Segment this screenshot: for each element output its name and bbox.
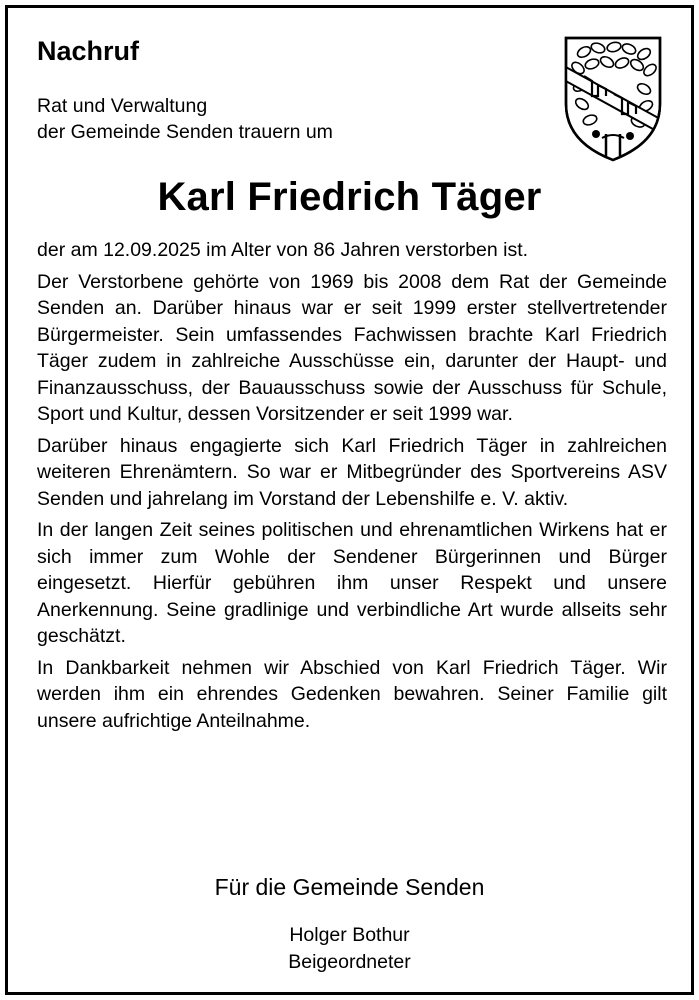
paragraph-death-date: der am 12.09.2025 im Alter von 86 Jahren verstorben ist.: [37, 239, 529, 261]
notice-title: Nachruf: [37, 36, 140, 66]
intro-text: [37, 93, 333, 145]
intro-line-2: der Gemeinde Senden trauern um: [37, 121, 333, 143]
paragraph-volunteering: Darüber hinaus engagierte sich Karl Friedrich Täger in zahlreichen weiteren Ehrenämtern. So war er Mitbegründer des Sportvereins ASV Senden und jahrelang im Vorstand der Lebenshilfe e. V. aktiv.: [37, 434, 667, 510]
notice-body: [37, 237, 667, 739]
signature-person: Holger Bothur: [289, 924, 410, 946]
coat-of-arms-tree-icon: [562, 34, 664, 164]
paragraph-council: Der Verstorbene gehörte von 1969 bis 2008 dem Rat der Gemeinde Senden an. Darüber hinaus war er seit 1999 erster stellvertretender Bürgermeister. Sein umfassendes Fachwissen brachte Karl Friedrich Täger zudem in zahlreiche Ausschüsse ein, darunter der Haupt- und Finanzausschuss, der Bauausschuss sowie der Ausschuss für Schule, Sport und Kultur, dessen Vorsitzender er seit 1999 war.: [37, 270, 667, 425]
paragraph-farewell: In Dankbarkeit nehmen wir Abschied von Karl Friedrich Täger. Wir werden ihm ein ehrendes Gedenken bewahren. Seiner Familie gilt unsere aufrichtige Anteilnahme.: [37, 656, 667, 732]
deceased-name: Karl Friedrich Täger: [157, 175, 542, 219]
paragraph-appreciation: In der langen Zeit seines politischen und ehrenamtlichen Wirkens hat er sich immer zum Wohle der Sendener Bürgerinnen und Bürger eingesetzt. Hierfür gebühren ihm unser Respekt und unsere Anerkennung. Seine gradlinige und verbindliche Art wurde allseits sehr geschätzt.: [37, 519, 667, 647]
obituary-notice: [5, 5, 694, 995]
signature-role: Beigeordneter: [288, 951, 411, 973]
signature-block: [8, 922, 691, 976]
intro-line-1: Rat und Verwaltung: [37, 95, 208, 117]
signature-organization: Für die Gemeinde Senden: [214, 874, 485, 900]
